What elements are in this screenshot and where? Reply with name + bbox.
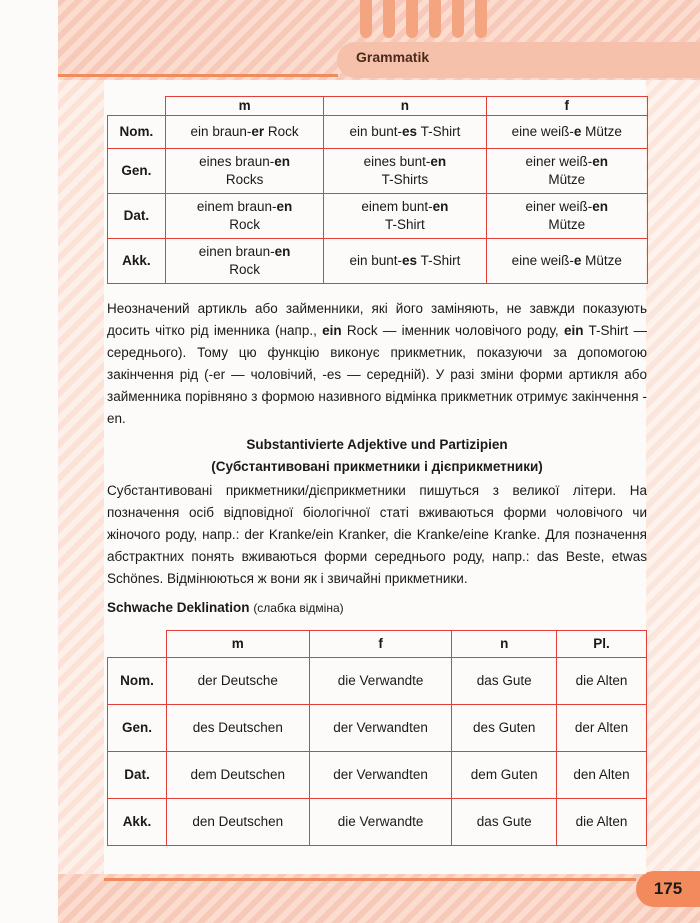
table-row: [108, 799, 647, 846]
weak-declension-table: [107, 630, 647, 846]
column-header: f: [486, 97, 648, 116]
table-cell: eines braun-en Rocks: [165, 149, 323, 194]
column-header: f: [309, 631, 452, 658]
case-label: Gen.: [108, 149, 166, 194]
table-corner: [108, 97, 166, 116]
section-heading-uk: (Субстантивовані прикметники і дієприкметники): [211, 459, 543, 474]
header-tabs-decoration: [360, 0, 487, 38]
table-cell: des Deutschen: [166, 705, 309, 752]
case-label: Akk.: [108, 799, 167, 846]
table-cell: ein bunt-es T-Shirt: [324, 116, 486, 149]
table-cell: einer weiß-en Mütze: [486, 194, 648, 239]
table-cell: der Deutsche: [166, 658, 309, 705]
table-subheading: Schwache Deklination (слабка відміна): [107, 600, 344, 615]
section-title: Grammatik: [356, 49, 430, 65]
table-cell: der Alten: [556, 705, 646, 752]
section-paragraph: Субстантивовані прикметники/дієприкметники пишуться з великої літери. На позначення осіб відповідної біологічної статі вживаються форми чоловічого чи жіночого роду, напр.: der Kranke/ein Kranker, die Kranke/eine Kranke. Для позначення абстрактних понять вживаються форми середнього роду, напр.: das Beste, etwas Schönes. Відмінюються ж вони як і звичайні прикметники.: [107, 483, 647, 586]
table-cell: einer weiß-en Mütze: [486, 149, 648, 194]
table-row: [108, 116, 648, 149]
case-label: Gen.: [108, 705, 167, 752]
column-header: n: [324, 97, 486, 116]
column-header: Pl.: [556, 631, 646, 658]
table-cell: eine weiß-e Mütze: [486, 116, 648, 149]
case-label: Dat.: [108, 752, 167, 799]
table-cell: eines bunt-en T-Shirts: [324, 149, 486, 194]
table-cell: den Deutschen: [166, 799, 309, 846]
table-cell: der Verwandten: [309, 705, 452, 752]
adjective-declension-table: [107, 96, 648, 284]
table-cell: einem braun-en Rock: [165, 194, 323, 239]
table-cell: ein bunt-es T-Shirt: [324, 239, 486, 284]
case-label: Nom.: [108, 116, 166, 149]
content: [104, 80, 646, 874]
table-row: [108, 239, 648, 284]
table-cell: die Verwandte: [309, 799, 452, 846]
table-cell: ein braun-er Rock: [165, 116, 323, 149]
table-cell: die Verwandte: [309, 658, 452, 705]
table-cell: des Guten: [452, 705, 556, 752]
section-heading-de: Substantivierte Adjektive und Partizipien: [246, 437, 508, 452]
table-cell: die Alten: [556, 658, 646, 705]
footer-divider: [104, 878, 636, 881]
footer-band: [58, 874, 700, 923]
table-row: [108, 149, 648, 194]
explanation-paragraph: Неозначений артикль або займенники, які його заміняють, не завжди показують досить чітко рід іменника (напр., ein Rock — іменник чоловічого роду, ein T-Shirt — середнього). Тому цю функцію виконує прикметник, показуючи за допомогою закінчення рід (-er — чоловічий, -es — середній). У разі зміни форми артикля або займенника порівняно з формою називного відмінка прикметник отримує закінчення -en.: [107, 301, 647, 426]
case-label: Akk.: [108, 239, 166, 284]
header-divider: [58, 74, 338, 77]
table-cell: der Verwandten: [309, 752, 452, 799]
table-row: [108, 752, 647, 799]
page-number: 175: [636, 871, 700, 907]
table-row: [108, 194, 648, 239]
table-cell: den Alten: [556, 752, 646, 799]
right-margin-decoration: [640, 0, 700, 923]
table-row: [108, 705, 647, 752]
table-cell: dem Guten: [452, 752, 556, 799]
table-cell: das Gute: [452, 658, 556, 705]
table-row: [108, 658, 647, 705]
table-cell: die Alten: [556, 799, 646, 846]
table-cell: eine weiß-e Mütze: [486, 239, 648, 284]
table-cell: einen braun-en Rock: [165, 239, 323, 284]
table-corner: [108, 631, 167, 658]
column-header: n: [452, 631, 556, 658]
case-label: Nom.: [108, 658, 167, 705]
column-header: m: [165, 97, 323, 116]
table-cell: einem bunt-en T-Shirt: [324, 194, 486, 239]
case-label: Dat.: [108, 194, 166, 239]
left-margin-decoration: [58, 0, 104, 923]
table-cell: das Gute: [452, 799, 556, 846]
column-header: m: [166, 631, 309, 658]
table-cell: dem Deutschen: [166, 752, 309, 799]
